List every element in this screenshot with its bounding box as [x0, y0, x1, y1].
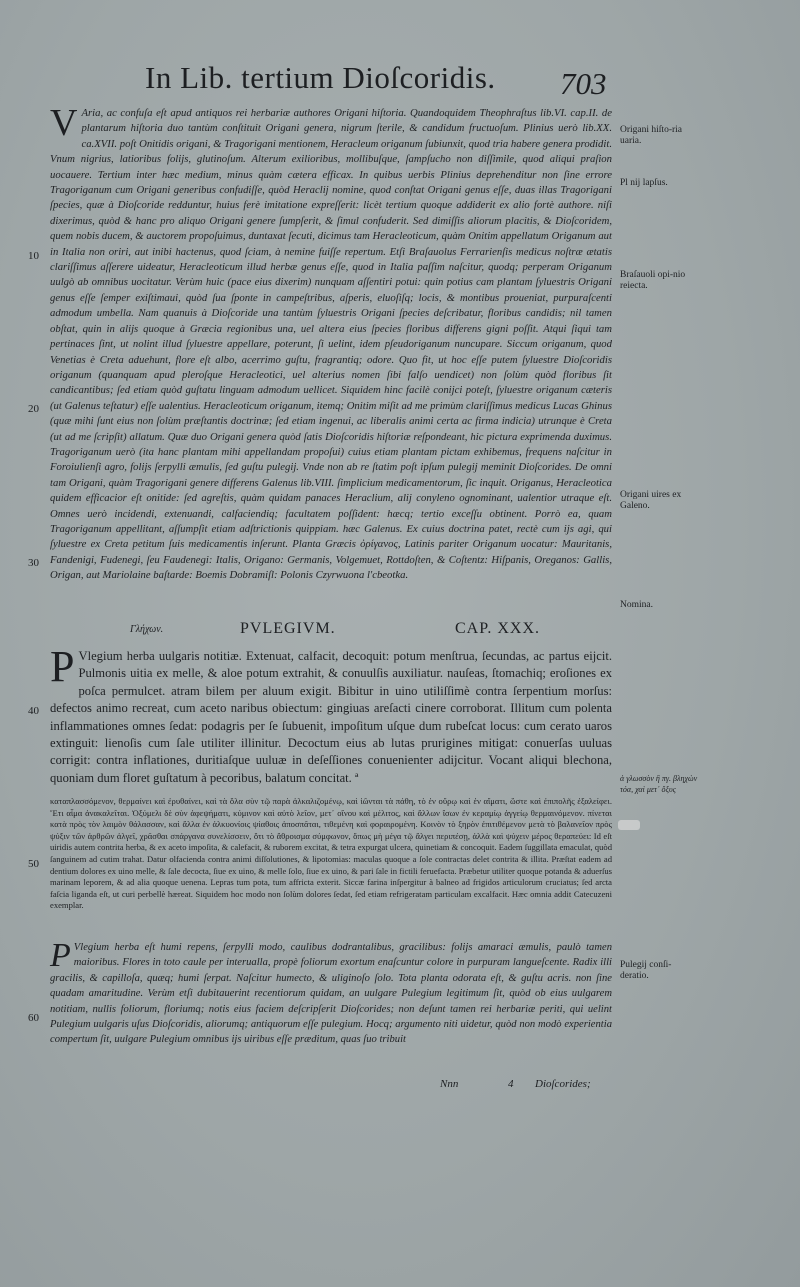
line-number-60: 60: [28, 1012, 39, 1024]
origanum-text: Aria, ac confuſa eſt apud antiquos rei herbariæ authores Origani hiſtoria. Quandoquidem Theophraſtus lib.VI. cap.II. de plantarum hiſtoria duo tantùm conſtituit Origani genera, nigrum ſterile, & candidum fructuoſum. Plinius uerò lib.XX. ca.XVII. poſt Onitidis origani, & Tragorigani mentionem, Heracleum origanum ſubiunxit, quod tria habere genera prodidit. Vnum nigrius, latioribus folijs, glutinoſum. Alterum exilioribus, mollibuſque, ſampſucho non diſſimile, quod aliqui praſion uocauere. Tertium inter hæc medium, minus quàm cætera efficax. In quibus uerbis Plinius deprehenditur non ſine errore Tragoriganum cum Origani generibus confudiſſe, quòd Heraclij nomine, quod conſtat Origani genus eſſe, duas illas Tragorigani ſpecies, quæ à Dioſcoride redduntur, huius ferè imitatione expreſſerit: licèt tertium quoque addiderit ex alio fortè authore. niſi dixerimus, quòd & hanc pro aliquo Origani genere ſumpſerit, & ſimul confuderit. Sed dimiſſis aliorum placitis, & Dioſcoridem, quem nobis ducem, & auctorem propoſuimus, duntaxat ſecuti, dicimus tam Heracleoticum, quàm Onitim appellatum Origanum aut in Italia non oriri, aut inibi hactenus, quod ſciam, à nemine fuiſſe repertum. Etſi Braſauolus Ferrarienſis medicus noſtræ ætatis clariſſimus aſſerere uideatur, Heracleoticum illud herbæ genus eſſe, quod in Italia paſſim naſcitur, quodq; perperam Origanum uulgò ab omnibus uocitatur. Verùm huic (pace eius dixerim) nunquam aſſentiri potui: quin potius cam plantam ſyluestris Origani genus eſſe ſemper exiſtimaui, quòd ſua ſponte in campeſtribus, aſperis, eluoſiſq; locis, & montibus proueniat, purpuraſcenti admodum umbella. Nam quanuis à Dioſcoride una tantùm ſyluestris Origani ſpecies deſcribatur, floribus candidis; nil tamen obſtat, quin in alijs quoque à Græcia regionibus una, uel altera eius ſpecies floribus differens gigni poſſit. Atqui ſiqui tam pertinaces ſint, ut nolint illud ſyluestre appellare, poterunt, ſi uelint, idem pſeudoriganum nuncupare. Siccum origanum, quod Venetias è Creta aduehunt, flore eſt albo, acerrimo guſtu, fragrantiq; odore. Quo fit, ut hoc eſſe putem ſyluestre Dioſcoridis origanum (quanquam apud pleroſque Heracleotici, uel alterius nomen ſibi falſo uendicet) non ſolùm quòd floribus ſit candicantibus; ſed etiam quòd guſtatu linguam admodum uellicet. Siquidem hinc facilè conijci poteſt, ſyluestre origanum cæteris (ut Galenus teſtatur) eſſe ualentius. Heracleoticum origanum, itemq; Onitim miſit ad me primùm clariſſimus medicus Lucas Ghinus (quæ mihi ſunt eius non ſolùm præſtantis doctrinæ; ſed etiam ingenui, ac liberalis animi certa ac firma indicia) utrunque è Creta (ut ad me ſcripſit) allatum. Quæ duo Origani genera quòd ſatis Dioſcoridis hiſtoriæ reſpondeant, hic pictura exprimenda duximus. Tragoriganum uerò (ita hanc plantam mihi appellandam propoſui) cuius etiam plantam pictam exhibemus, frequens naſcitur in Foroiulienſi agro, folijs ſerpylli æmulis, ſed guſtu pulegij. Vnde non ab re ſtatim poſt ipſum pulegij meminit Dioſcorides. De omni tam Origani, quàm Tragorigani genere differens Galenus lib.VIII. ſimplicium medicamentorum, ſic inquit. Origanus, Heracleotica quidem efficacior eſt onitide: ſed agreſtis, quàm quidam panaces Heraclium, alij conyleno ognominant, ualentior utraque eſt. Omnes uerò incidendi, extenuandi, calfaciendiq; facultatem poſſident: hæcq; tertio exceſſu obtinent. Porrò ea, quam Tragoriganum appellitant, aſſumpſit etiam adſtrictionis quippiam. hæc Galenus. Ex cuius doctrina patet, rectè cum ijs agi, qui ſyluestre ex Creta petitum ſuis medicamentis inſerunt. Planta Græcis ὀρίγανος, Latinis pariter Origanum uocatur: Mauritanis, Fandenigi, Fudenegi, ſeu Faudenegi: Italis, Origano: Germanis, Volgemuet, Rottdoſten, & Coſtentz: Hiſpanis, Oreganos: Gallis, Origan, aut Mariolaine baſtarde: Boemis Dobramiſl: Polonis Czyrwuona l'cbeotka.: [50, 107, 612, 582]
line-number-30: 30: [28, 557, 39, 569]
drop-cap-v: V: [50, 102, 78, 144]
side-note-pulegij-consideratio: Pulegij conſi-deratio.: [620, 960, 672, 981]
origanum-discussion: [50, 102, 612, 584]
line-number-40: 40: [28, 705, 39, 717]
signature-mark: Nnn: [440, 1078, 459, 1090]
pulegium-gloss: [50, 937, 612, 1048]
page-stain: [618, 820, 640, 830]
gloss-paragraph: [50, 937, 612, 1048]
drop-cap-p: P: [50, 642, 75, 691]
drop-cap-p-gloss: P: [50, 937, 71, 974]
line-number-20: 20: [28, 403, 39, 415]
pulegium-heading: [50, 620, 612, 640]
side-note-plinij-lapsus: Pl nij lapſus.: [620, 178, 668, 188]
side-note-origani-uires: Origani uires ex Galeno.: [620, 490, 682, 511]
pulegium-text: Vlegium herba uulgaris notitiæ. Extenuat, calfacit, decoquit: potum menſtrua, ſecundas, ac partus eijcit. Pulmonis uitia ex melle, & aloe potum extrahit, & conuulſis auxiliatur. nauſeas, ſtomachiq; eroſiones ex poſca permulcet. atram bilem per aluum exigit. Bibitur in uino utiliſſimè contra ſerpentium morſus: defectos animo recreat, cum aceto naribus obiectum: gingiuas areſacti cinere corroborat. Illitum cum polenta inflammationes omnes ſedat: podagris per ſe ſubuenit, impoſitum uſque dum rubeſcat locus: cum cerato uaros extinguit: lienoſis cum ſale utiliter illinitur. Decoctum eius ab lutas prurigines mitigat: conuerſas uuluas corrigit: contra inflationes, duritiaſque uuluæ in deſeſſiones conuenienter adijcitur. Vocant aliqui blechona, quoniam dum floret guſtatum à pecoribus, balatum concitat. ª: [50, 649, 612, 785]
page-number: 703: [560, 66, 607, 101]
side-note-nomina: Nomina.: [620, 600, 653, 610]
signature-number: 4: [508, 1078, 514, 1090]
running-head: In Lib. tertium Dioſcoridis.: [145, 60, 496, 95]
section-title: PVLEGIVM.: [240, 620, 336, 637]
pulegium-main: [50, 642, 612, 787]
side-note-brasauoli: Braſauoli opi-nio reiecta.: [620, 270, 686, 291]
origanum-paragraph: [50, 102, 612, 584]
side-note-origani-historia: Origani hiſto-ria uaria.: [620, 125, 682, 146]
line-number-10: 10: [28, 250, 39, 262]
greek-commentary: [50, 796, 612, 912]
gloss-text: Vlegium herba eſt humi repens, ſerpylli modo, caulibus dodrantalibus, gracilibus: folijs amaraci æmulis, paulò tamen maioribus. Flores in toto caule per interualla, propè foliorum exortum enaſcuntur colore in purpuram langueſcente. Radix illi gracilis, & capilloſa, quæq; humi ſerpat. Naſcitur humecto, & uliginoſo ſolo. Tota planta odorata eſt, & guſtu acris. non ſine quadam amaritudine. Verùm etſi dubitauerint recentiorum quidam, an uulgare Pulegium legitimum ſit, quòd ob eius uulgarem notitiam, nullis foliorum, floriumq; notis eius faciem deſcripſerit Dioſcorides; non deſunt tamen rei herbariæ periti, qui uelint Pulegium uulgaris uſus Dioſcoridis, aliorumq; antiquorum eſſe pulegium. Hocq; argumento niti uidetur, quòd non modò experientia compertum ſit, uulgare Pulegium omnibus ijs uiribus eſſe præditum, quas ſuo tribuit: [50, 942, 612, 1046]
side-note-greek: ἀ γλωσσὸν ἢ πγ. βληχὼν τόα, χαὶ μετ᾽ ὄξυς: [620, 774, 698, 794]
pulegium-paragraph: [50, 642, 612, 787]
catchword: Dioſcorides;: [535, 1078, 591, 1090]
chapter-number: CAP. XXX.: [455, 620, 541, 637]
commentary-text: καταπλασσόμενον, θερμαίνει καὶ ἐρυθαίνει, καὶ τὰ ὅλα σὺν τῷ παρὰ ἀλκαλιζομένῳ, καὶ ἰῶνται τὰ πάθη, τὸ ἐν οὔρῳ καὶ ἐν αἵματι, ὥστε καὶ ἐπιπολῆς ἐξαλείφει. Ἔτι αἷμα ἀνακαλεῖται. Ὀξύμελι δὲ σὺν ἀφεψήματι, κύμινον καὶ αὐτὸ λεῖον, μετ᾽ οἴνου καὶ μέλιτος, καὶ ἄλλων ἴσων ἐν κεραμίῳ ἀγγείῳ θερμαινόμενον. πίνεται κατὰ πρὸς τὸν λαιμὸν θάλασσαν, καὶ ἄλλα ἐν ἀλκυονίοις ψίαθοις ἀποσπᾶται, τιθεμένη καὶ φοραιρομένη. Κοινὸν τὸ ξηρὸν ἐπιτιθέμενον μετὰ τὸ βαλανεῖον πρὸς ψύξιν τῶν ἀρθρῶν ἀλγεῖ, χρᾶσθαι σπάργανα συνελίσσειν, ὅτι τὸ ἄθροισμα σύμφωνον, ὅπως μὴ μέγα τῷ ἄλγει περιπέσῃ, ἀλλὰ καὶ ψύχειν μέρος θεραπεύει: Id eſt uiridis autem contrita herba, & ex aceto impoſita, & calefacit, & ruborem excitat, & tetra expurgat ulcera, quinetiam & concoquit. Eadem ſuggillata emaculat, quòd ſanguinem ad cutim trahat. Datur olfacienda contra animi diſſolutiones, & lipotomias: maculas quoque a ſole contractas delet contrita & illita. Præſtat eadem ad dentium dolores ex uino melle, & ſale decocta, ſiue ex uino, & melle ſolo, ſiue ex uino, & pari ſale in fictili feruefacta. Præbetur utiliter quoque potanda & aduerſus marinam leporem, & ad alia quoque uenena. Lepras tum pota, tum affricta exterit. Siccæ farina inſpergitur à balneo ad frigidos articulorum cruciatus; ſed arcta faſcia liganda eſt, ut curi perbellè hæreat. Siquidem hoc modo non ſolùm dolores ſedat, ſed etiam refrigeratam particulam excalfacit. Hæc omnia addit Catecuzeni exemplar.: [50, 796, 612, 911]
line-number-50: 50: [28, 858, 39, 870]
greek-name: Γλήχων.: [130, 624, 164, 635]
